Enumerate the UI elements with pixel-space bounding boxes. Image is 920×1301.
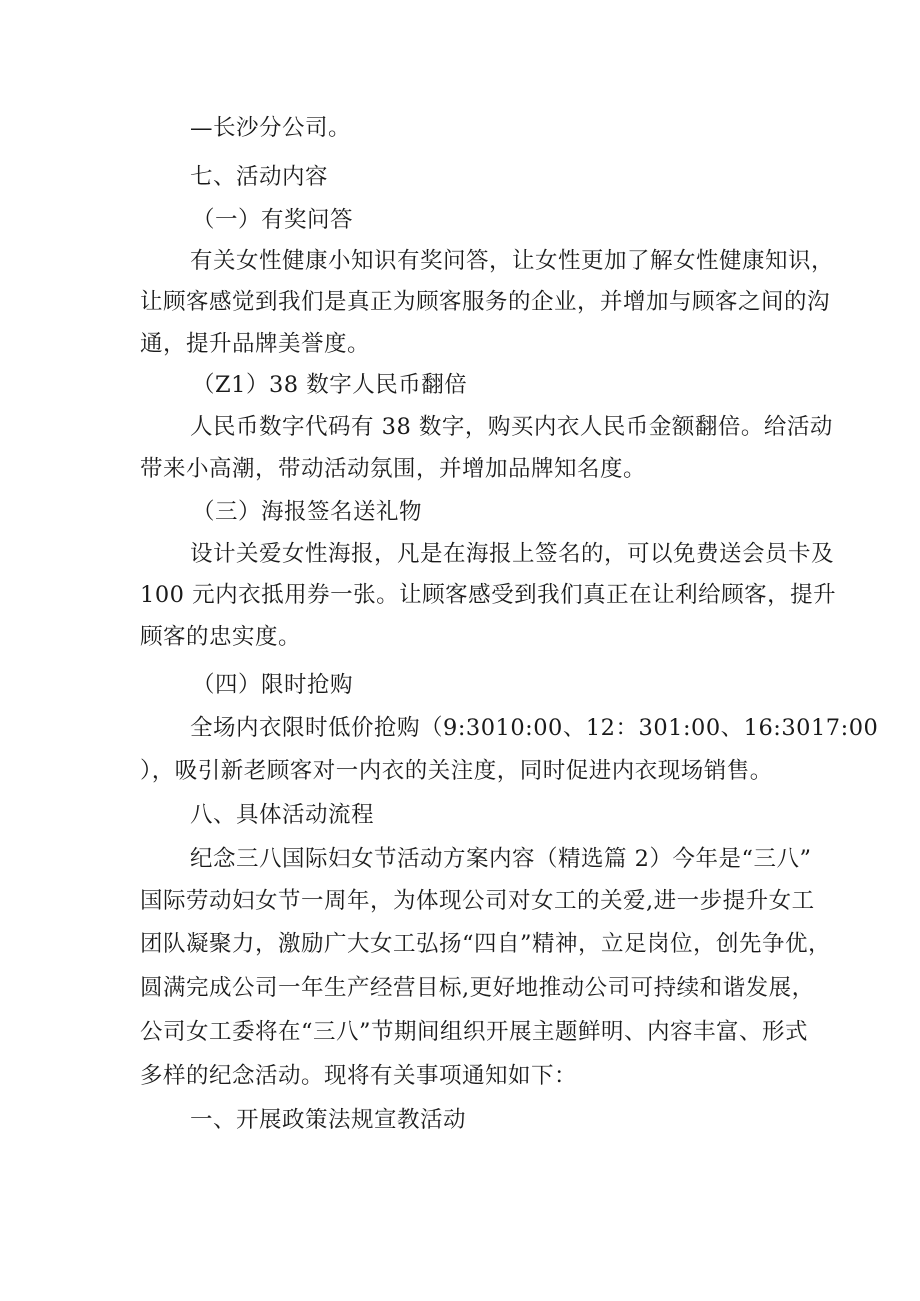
paragraph-line: ），吸引新老顾客对一内衣的关注度，同时促进内衣现场销售。 — [140, 758, 773, 784]
section-heading: 七、活动内容 — [190, 164, 329, 190]
subsection-heading: （四）限时抢购 — [192, 672, 354, 698]
paragraph-line: 100 元内衣抵用券一张。让顾客感受到我们真正在让利给顾客，提升 — [140, 582, 837, 608]
paragraph-line: 团队凝聚力，激励广大女工弘扬“四自”精神，立足岗位，创先争优， — [140, 931, 832, 957]
paragraph-line: 设计关爱女性海报，凡是在海报上签名的，可以免费送会员卡及 — [190, 541, 835, 567]
paragraph-line: 多样的纪念活动。现将有关事项通知如下： — [140, 1063, 578, 1089]
paragraph-line: 国际劳动妇女节一周年，为体现公司对女工的关爱,进一步提升女工 — [140, 888, 815, 914]
subsection-heading: （Z1）38 数字人民币翻倍 — [192, 372, 468, 398]
subsection-heading: （一）有奖问答 — [192, 207, 354, 233]
subsection-heading: （三）海报签名送礼物 — [192, 499, 423, 525]
paragraph-line: 通，提升品牌美誉度。 — [140, 331, 371, 357]
section-heading: 一、开展政策法规宣教活动 — [190, 1107, 467, 1133]
paragraph-line: 公司女工委将在“三八”节期间组织开展主题鲜明、内容丰富、形式 — [140, 1019, 809, 1045]
text-line: —长沙分公司。 — [190, 115, 352, 141]
paragraph-line: 圆满完成公司一年生产经营目标,更好地推动公司可持续和谐发展， — [140, 975, 815, 1001]
paragraph-line: 人民币数字代码有 38 数字，购买内衣人民币金额翻倍。给活动 — [190, 414, 833, 440]
paragraph-line: 带来小高潮，带动活动氛围，并增加品牌知名度。 — [140, 456, 647, 482]
paragraph-line: 让顾客感觉到我们是真正为顾客服务的企业，并增加与顾客之间的沟 — [140, 289, 831, 315]
paragraph-line: 纪念三八国际妇女节活动方案内容（精选篇 2）今年是“三八” — [190, 846, 812, 872]
paragraph-line: 顾客的忠实度。 — [140, 624, 302, 650]
paragraph-line: 全场内衣限时低价抢购（9:3010:00、12：301:00、16:3017:00 — [190, 715, 879, 741]
section-heading: 八、具体活动流程 — [190, 802, 375, 828]
paragraph-line: 有关女性健康小知识有奖问答，让女性更加了解女性健康知识， — [190, 248, 835, 274]
